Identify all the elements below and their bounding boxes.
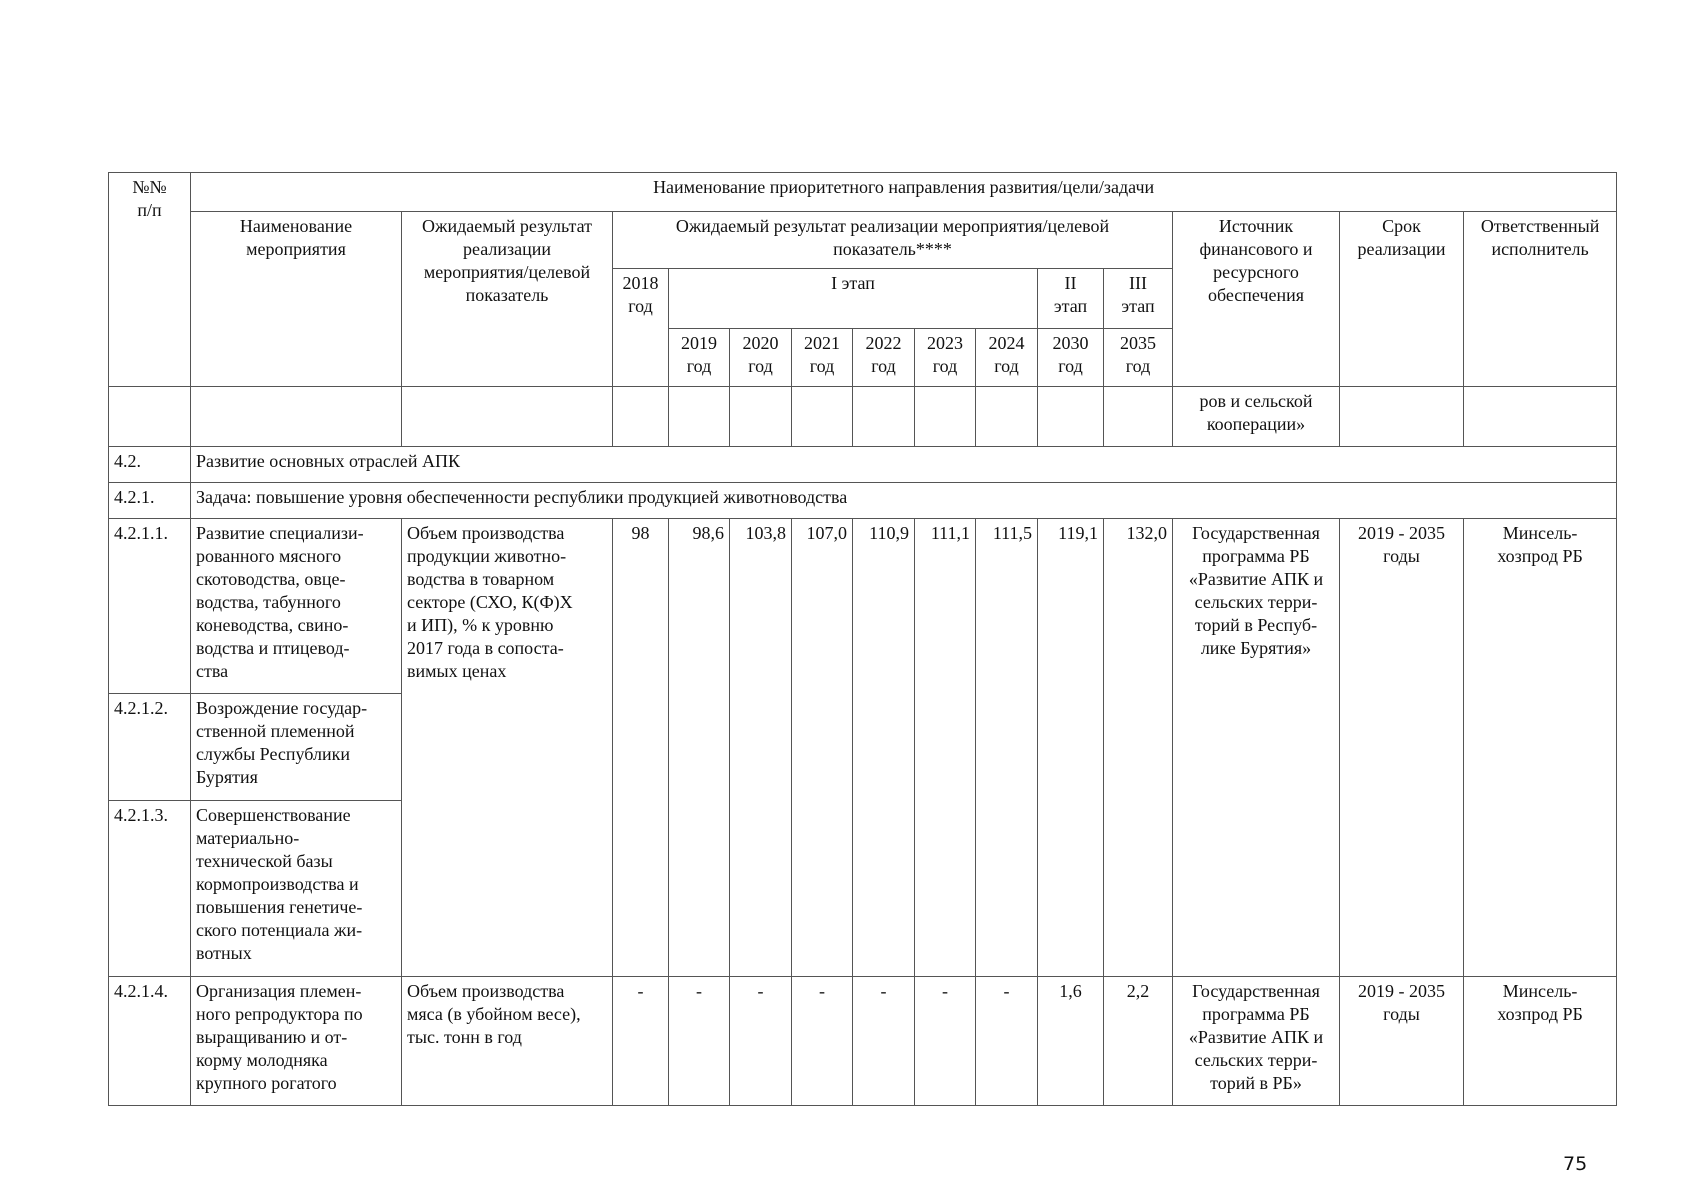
- header-year: 2035 год: [1104, 329, 1173, 387]
- value-2021: -: [792, 977, 853, 1106]
- value-2018: 98: [613, 519, 669, 977]
- task-row: [109, 483, 1617, 519]
- continuation-source: ров и сельской кооперации»: [1173, 387, 1340, 447]
- program-table: [108, 172, 1617, 1106]
- header-stage-1: I этап: [669, 269, 1038, 329]
- value-2022: 110,9: [853, 519, 915, 977]
- value-2021: 107,0: [792, 519, 853, 977]
- value-2023: 111,1: [915, 519, 976, 977]
- funding-source: Государственная программа РБ «Развитие АПК и сельских терри- торий в РБ»: [1173, 977, 1340, 1106]
- header-year: 2030 год: [1038, 329, 1104, 387]
- section-num: 4.2.: [109, 447, 191, 483]
- table-row: [109, 519, 1617, 694]
- activity-name: Возрождение государ- ственной племенной службы Республики Бурятия: [191, 694, 402, 801]
- expected-result: Объем производства мяса (в убойном весе), тыс. тонн в год: [402, 977, 613, 1106]
- header-num: №№ п/п: [109, 173, 191, 387]
- activity-name: Развитие специализи- рованного мясного скотоводства, овце- водства, табунного коневодства, свино- водства и птицевод- ства: [191, 519, 402, 694]
- header-year: 2024 год: [976, 329, 1038, 387]
- task-title: Задача: повышение уровня обеспеченности республики продукцией животноводства: [191, 483, 1617, 519]
- value-2030: 119,1: [1038, 519, 1104, 977]
- funding-source: Государственная программа РБ «Развитие АПК и сельских терри- торий в Респуб- лике Бурятия»: [1173, 519, 1340, 977]
- value-2018: -: [613, 977, 669, 1106]
- value-2020: -: [730, 977, 792, 1106]
- value-2019: -: [669, 977, 730, 1106]
- header-year: 2023 год: [915, 329, 976, 387]
- header-year: 2019 год: [669, 329, 730, 387]
- activity-name: Организация племен- ного репродуктора по выращиванию и от- корму молодняка крупного рогатого: [191, 977, 402, 1106]
- continuation-row: [109, 387, 1617, 447]
- value-2030: 1,6: [1038, 977, 1104, 1106]
- row-num: 4.2.1.1.: [109, 519, 191, 694]
- header-source: Источник финансового и ресурсного обеспечения: [1173, 212, 1340, 387]
- row-num: 4.2.1.4.: [109, 977, 191, 1106]
- header-expected-result: Ожидаемый результат реализации мероприятия/целевой показатель: [402, 212, 613, 387]
- header-title: Наименование приоритетного направления развития/цели/задачи: [191, 173, 1617, 212]
- section-row: [109, 447, 1617, 483]
- table-row: [109, 977, 1617, 1106]
- value-2024: -: [976, 977, 1038, 1106]
- header-year: 2021 год: [792, 329, 853, 387]
- value-2020: 103,8: [730, 519, 792, 977]
- header-responsible: Ответственный исполнитель: [1464, 212, 1617, 387]
- header-2018: 2018 год: [613, 269, 669, 387]
- term: 2019 - 2035 годы: [1340, 519, 1464, 977]
- row-num: 4.2.1.2.: [109, 694, 191, 801]
- expected-result: Объем производства продукции животно- водства в товарном секторе (СХО, К(Ф)Х и ИП), % к уровню 2017 года в сопоста- вимых ценах: [402, 519, 613, 977]
- header-year: 2022 год: [853, 329, 915, 387]
- value-2022: -: [853, 977, 915, 1106]
- header-stage-2: II этап: [1038, 269, 1104, 329]
- value-2023: -: [915, 977, 976, 1106]
- responsible: Минсель- хозпрод РБ: [1464, 977, 1617, 1106]
- page-number: 75: [1563, 1153, 1588, 1175]
- header-stage-3: III этап: [1104, 269, 1173, 329]
- value-2024: 111,5: [976, 519, 1038, 977]
- row-num: 4.2.1.3.: [109, 801, 191, 977]
- task-num: 4.2.1.: [109, 483, 191, 519]
- header-activity-name: Наименование мероприятия: [191, 212, 402, 387]
- value-2035: 2,2: [1104, 977, 1173, 1106]
- header-year: 2020 год: [730, 329, 792, 387]
- term: 2019 - 2035 годы: [1340, 977, 1464, 1106]
- header-expected-values: Ожидаемый результат реализации мероприятия/целевой показатель****: [613, 212, 1173, 269]
- activity-name: Совершенствование материально- технической базы кормопроизводства и повышения генетиче- ского потенциала жи- вотных: [191, 801, 402, 977]
- value-2035: 132,0: [1104, 519, 1173, 977]
- header-term: Срок реализации: [1340, 212, 1464, 387]
- value-2019: 98,6: [669, 519, 730, 977]
- responsible: Минсель- хозпрод РБ: [1464, 519, 1617, 977]
- section-title: Развитие основных отраслей АПК: [191, 447, 1617, 483]
